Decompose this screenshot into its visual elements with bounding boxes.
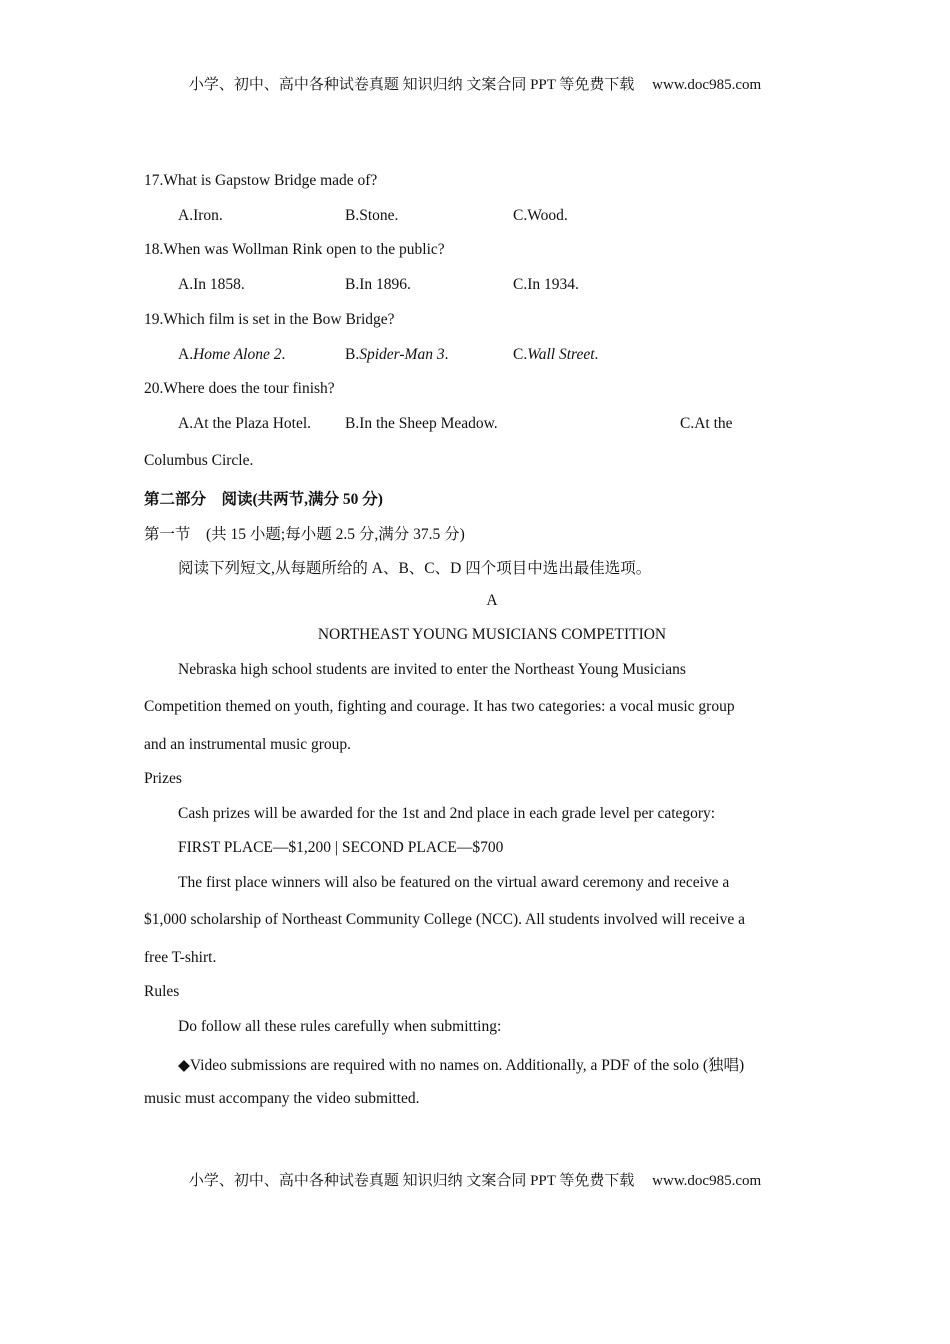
intro-line: Competition themed on youth, fighting and courage. It has two categories: a vocal music group: [144, 698, 735, 715]
question-19-stem: 19.Which film is set in the Bow Bridge?: [144, 311, 395, 328]
question-19-option-c: C.Wall Street.: [513, 346, 599, 363]
question-18-option-a: A.In 1858.: [178, 276, 245, 293]
film-title: Spider-Man 3: [359, 346, 445, 363]
question-20-option-c-continued: Columbus Circle.: [144, 452, 254, 469]
question-19-option-b: B.Spider-Man 3.: [345, 346, 449, 363]
section-one-title: 第一节 (共 15 小题;每小题 2.5 分,满分 37.5 分): [144, 526, 465, 543]
intro-line: and an instrumental music group.: [144, 736, 352, 753]
question-20-option-a: A.At the Plaza Hotel.: [178, 415, 312, 432]
page-footer: [0, 1169, 950, 1190]
footer-site: www.doc985.com: [652, 1173, 762, 1189]
question-17-option-b: B.Stone.: [345, 207, 399, 224]
rule-line: music must accompany the video submitted.: [144, 1090, 420, 1107]
question-19-option-a: A.Home Alone 2.: [178, 346, 286, 363]
film-title: Home Alone 2: [193, 346, 282, 363]
question-20-option-b: B.In the Sheep Meadow.: [345, 415, 498, 432]
prizes-heading: Prizes: [144, 770, 182, 787]
question-17-stem: 17.What is Gapstow Bridge made of?: [144, 172, 378, 189]
question-20-option-c: C.At the: [680, 415, 733, 432]
film-title: Wall Street: [527, 346, 595, 363]
prizes-paragraph-line: $1,000 scholarship of Northeast Community College (NCC). All students involved will receive a: [144, 911, 745, 928]
question-18-stem: 18.When was Wollman Rink open to the public?: [144, 241, 445, 258]
passage-title: NORTHEAST YOUNG MUSICIANS COMPETITION: [317, 626, 667, 643]
passage-letter: A: [486, 592, 498, 609]
footer-text: 小学、初中、高中各种试卷真题 知识归纳 文案合同 PPT 等免费下载: [188, 1173, 635, 1189]
intro-line: Nebraska high school students are invited to enter the Northeast Young Musicians: [178, 661, 686, 678]
question-17-option-a: A.Iron.: [178, 207, 223, 224]
reading-instruction: 阅读下列短文,从每题所给的 A、B、C、D 四个项目中选出最佳选项。: [178, 560, 652, 577]
header-site: www.doc985.com: [652, 77, 762, 93]
question-18-option-c: C.In 1934.: [513, 276, 579, 293]
prizes-paragraph-line: free T-shirt.: [144, 949, 217, 966]
prizes-paragraph-line: The first place winners will also be featured on the virtual award ceremony and receive a: [178, 874, 730, 891]
question-17-option-c: C.Wood.: [513, 207, 568, 224]
part-two-title: 第二部分 阅读(共两节,满分 50 分): [144, 491, 383, 508]
rule-line: ◆Video submissions are required with no names on. Additionally, a PDF of the solo (独唱): [178, 1057, 745, 1074]
rules-heading: Rules: [144, 983, 180, 1000]
rules-intro: Do follow all these rules carefully when submitting:: [178, 1018, 502, 1035]
prizes-amounts: FIRST PLACE—$1,200 | SECOND PLACE—$700: [178, 839, 504, 856]
page-header: [0, 73, 950, 94]
header-text: 小学、初中、高中各种试卷真题 知识归纳 文案合同 PPT 等免费下载: [188, 77, 635, 93]
question-18-option-b: B.In 1896.: [345, 276, 411, 293]
question-20-stem: 20.Where does the tour finish?: [144, 380, 335, 397]
prizes-line: Cash prizes will be awarded for the 1st and 2nd place in each grade level per category:: [178, 805, 716, 822]
